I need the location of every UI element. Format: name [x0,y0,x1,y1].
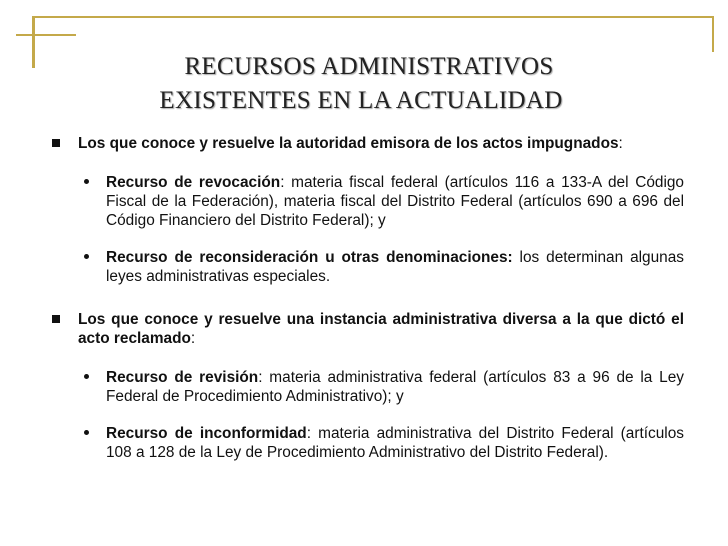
title-line-1: RECURSOS ADMINISTRATIVOS [184,53,554,80]
slide-title [0,50,728,118]
sub-bullet-revocacion [106,173,684,230]
dot-bullet-icon [84,430,89,435]
square-bullet-icon [52,139,60,147]
square-bullet-icon [52,315,60,323]
bullet-heading: Los que conoce y resuelve una instancia administrativa diversa a la que dictó el acto reclamado [78,311,684,347]
sub-bullet-text: : materia administrativa del Distrito Federal (artículos 108 a 128 de la Ley de Procedimiento Administrativo del Distrito Federal). [106,425,684,461]
sub-bullet-reconsideracion [106,248,684,286]
dot-bullet-icon [84,374,89,379]
frame-right-line [712,16,714,52]
dot-bullet-icon [84,254,89,259]
sub-bullet-inconformidad [106,424,684,462]
sub-bullet-heading: Recurso de inconformidad [106,425,307,442]
frame-accent-line [16,34,76,36]
sub-bullet-heading: Recurso de revisión [106,369,259,386]
bullet-heading: Los que conoce y resuelve la autoridad emisora de los actos impugnados [78,135,619,152]
bullet-suffix: : [618,135,623,152]
sub-bullet-text: : materia fiscal federal (artículos 116 a 133-A del Código Fiscal de la Federación), materia fiscal del Distrito Federal (artículos 690 a 696 del Código Financiero del Distrito Federal); y [106,174,684,229]
sub-bullet-heading: Recurso de reconsideración u otras denominaciones: [106,249,513,266]
sub-bullet-text: : materia administrativa federal (artículos 83 a 96 de la Ley Federal de Procedimiento Administrativo); y [106,369,684,405]
dot-bullet-icon [84,179,89,184]
sub-bullet-text: los determinan algunas leyes administrativas especiales. [106,249,684,285]
bullet-item-2 [50,310,684,348]
sub-bullet-revision [106,368,684,406]
frame-top-line [32,16,714,18]
title-line-2: EXISTENTES EN LA ACTUALIDAD [159,87,563,114]
sub-bullet-heading: Recurso de revocación [106,174,281,191]
bullet-item-1 [50,134,684,153]
slide-content [50,134,684,462]
bullet-suffix: : [190,330,196,347]
